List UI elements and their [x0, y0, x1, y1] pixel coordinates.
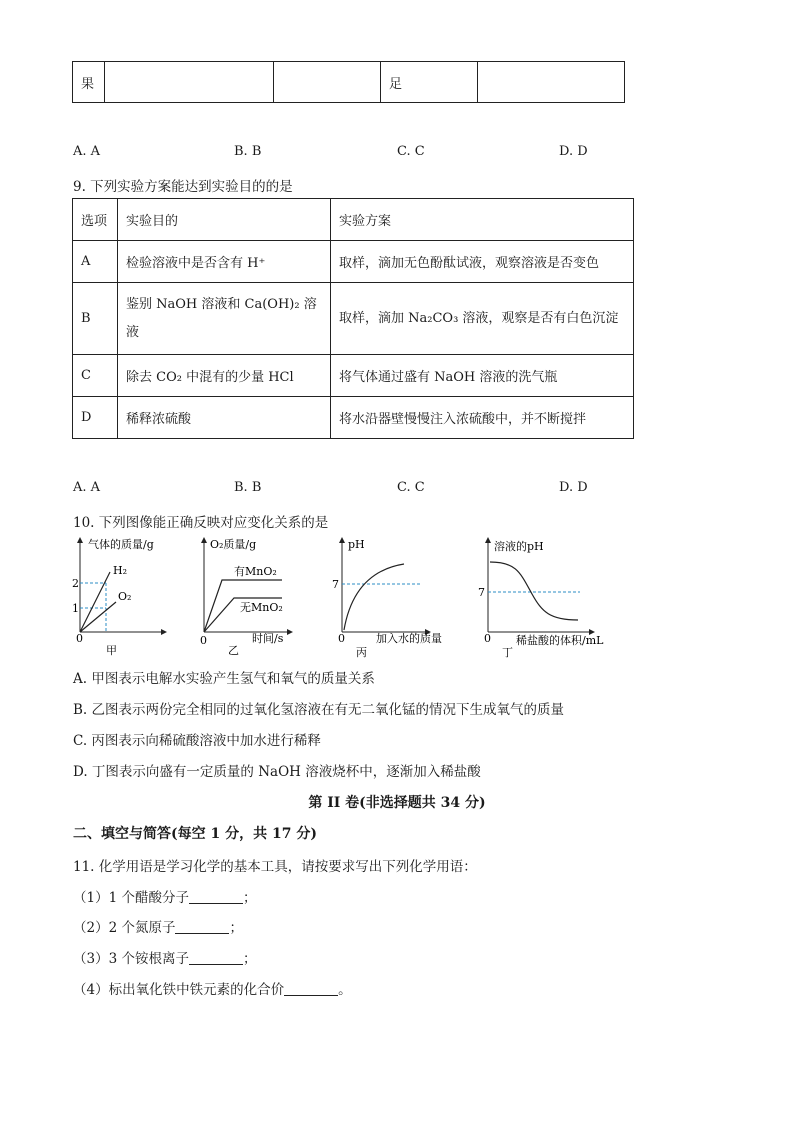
section-heading: 二、填空与简答(每空 1 分，共 17 分)	[73, 826, 317, 842]
tick-7: 7	[478, 586, 485, 599]
item-end: 。	[338, 982, 352, 998]
row-goal: 稀释浓硫酸	[118, 397, 331, 439]
without-mno2-label: 无MnO₂	[240, 601, 283, 614]
q9-stem: 9. 下列实验方案能达到实验目的的是	[73, 179, 293, 195]
tick-2: 2	[72, 577, 79, 590]
origin: 0	[484, 632, 491, 645]
item-text: （1）1 个醋酸分子	[73, 890, 189, 906]
ylabel: 气体的质量/g	[88, 538, 154, 551]
q10-graphs	[70, 532, 630, 660]
table-row	[73, 62, 625, 103]
xlabel: 加入水的质量	[376, 632, 442, 645]
table-cell	[478, 62, 625, 103]
item-end: ；	[242, 890, 257, 906]
row-goal: 除去 CO₂ 中混有的少量 HCl	[118, 355, 331, 397]
q10-option-b[interactable]: B. 乙图表示两份完全相同的过氧化氢溶液在有无二氧化锰的情况下生成氧气的质量	[73, 702, 565, 718]
ph-curve	[490, 562, 578, 620]
tick-1: 1	[72, 602, 79, 615]
item-text: （3）3 个铵根离子	[73, 951, 189, 967]
origin: 0	[338, 632, 345, 645]
item-end: ；	[229, 920, 243, 936]
q10-option-d[interactable]: D. 丁图表示向盛有一定质量的 NaOH 溶液烧杯中，逐渐加入稀盐酸	[73, 764, 481, 780]
graph-name: 丁	[502, 646, 513, 659]
xlabel: 稀盐酸的体积/mL	[516, 634, 604, 647]
q10-option-a[interactable]: A. 甲图表示电解水实验产生氢气和氧气的质量关系	[73, 671, 375, 687]
table-row	[73, 283, 634, 355]
row-option: B	[73, 283, 118, 355]
q10-option-c[interactable]: C. 丙图表示向稀硫酸溶液中加水进行稀释	[73, 733, 321, 749]
row-option: A	[73, 241, 118, 283]
header-goal: 实验目的	[118, 199, 331, 241]
table-cell	[105, 62, 274, 103]
row-plan: 将气体通过盛有 NaOH 溶液的洗气瓶	[331, 355, 634, 397]
choice-b[interactable]: B. B	[234, 144, 262, 159]
header-option: 选项	[73, 199, 118, 241]
origin: 0	[76, 632, 83, 645]
choice-d[interactable]: D. D	[559, 480, 588, 495]
h2-label: H₂	[113, 564, 128, 577]
answer-blank[interactable]	[284, 982, 338, 996]
choice-a[interactable]: A. A	[73, 144, 101, 159]
volume-title: 第 II 卷(非选择题共 34 分)	[308, 795, 486, 811]
row-goal: 鉴别 NaOH 溶液和 Ca(OH)₂ 溶液	[118, 283, 331, 355]
answer-blank[interactable]	[175, 920, 229, 934]
with-mno2-label: 有MnO₂	[234, 565, 277, 578]
ylabel: pH	[348, 538, 365, 551]
choice-d[interactable]: D. D	[559, 144, 588, 159]
table-cell: 足	[381, 62, 478, 103]
ph-curve	[344, 564, 404, 630]
q8-choices	[73, 144, 633, 162]
q11-item	[73, 886, 256, 906]
item-text: （2）2 个氮原子	[73, 920, 176, 936]
choice-a[interactable]: A. A	[73, 480, 101, 495]
item-end: ；	[242, 951, 257, 967]
choice-c[interactable]: C. C	[397, 480, 425, 495]
table-cell	[274, 62, 381, 103]
graph-name: 甲	[106, 644, 117, 657]
q10-stem: 10. 下列图像能正确反映对应变化关系的是	[73, 515, 329, 531]
graph-jia	[72, 537, 166, 657]
ylabel: O₂质量/g	[210, 538, 257, 551]
table-row	[73, 355, 634, 397]
q11-item	[73, 978, 352, 998]
tick-7: 7	[332, 578, 339, 591]
q11-item	[73, 916, 243, 936]
choice-b[interactable]: B. B	[234, 480, 262, 495]
graph-name: 乙	[228, 644, 239, 657]
row-goal: 检验溶液中是否含有 H⁺	[118, 241, 331, 283]
q11-stem: 11. 化学用语是学习化学的基本工具，请按要求写出下列化学用语：	[73, 859, 477, 875]
o2-line	[80, 602, 116, 632]
graph-yi	[200, 537, 292, 657]
top-table	[72, 61, 625, 103]
graph-name: 丙	[356, 646, 367, 659]
origin: 0	[200, 634, 207, 647]
q9-table	[72, 198, 634, 439]
table-cell: 果	[73, 62, 105, 103]
answer-blank[interactable]	[189, 890, 243, 904]
xlabel: 时间/s	[252, 632, 284, 645]
table-header-row	[73, 199, 634, 241]
item-text: （4）标出氧化铁中铁元素的化合价	[73, 982, 285, 998]
row-plan: 将水沿器壁慢慢注入浓硫酸中，并不断搅拌	[331, 397, 634, 439]
header-plan: 实验方案	[331, 199, 634, 241]
choice-c[interactable]: C. C	[397, 144, 425, 159]
graph-bing	[332, 538, 442, 659]
ylabel: 溶液的pH	[494, 540, 544, 553]
q11-item	[73, 947, 256, 967]
row-option: D	[73, 397, 118, 439]
row-plan: 取样，滴加 Na₂CO₃ 溶液，观察是否有白色沉淀	[331, 283, 634, 355]
o2-label: O₂	[118, 590, 132, 603]
answer-blank[interactable]	[189, 951, 243, 965]
table-row	[73, 397, 634, 439]
graph-ding	[478, 538, 604, 659]
table-row	[73, 241, 634, 283]
row-option: C	[73, 355, 118, 397]
q9-choices	[73, 480, 633, 498]
row-plan: 取样，滴加无色酚酞试液，观察溶液是否变色	[331, 241, 634, 283]
